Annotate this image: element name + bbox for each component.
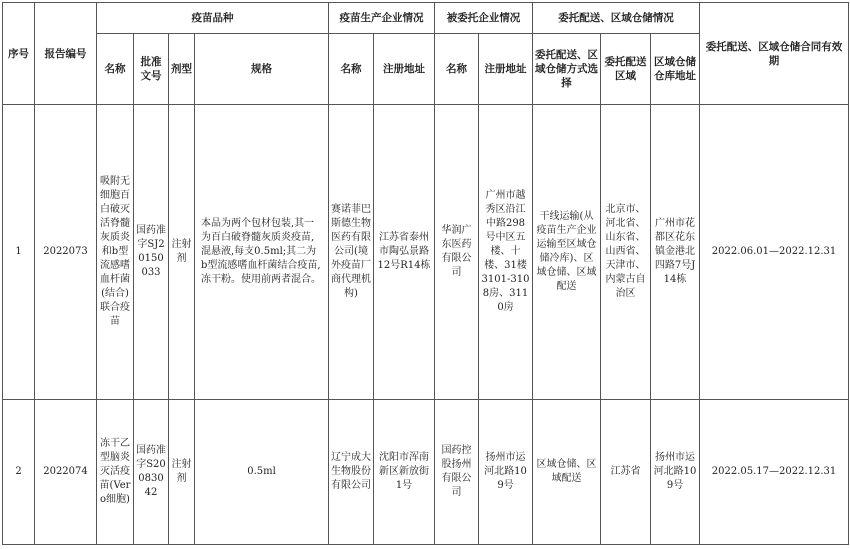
header-approval-no: 批准文号 xyxy=(134,34,169,105)
cell-vaccine-name: 吸附无细胞百白破灭活脊髓灰质炎和b型流感嗜血杆菌(结合)联合疫苗 xyxy=(97,105,134,400)
header-validity: 委托配送、区域仓储合同有效期 xyxy=(700,3,849,105)
header-entrusted-group: 被委托企业情况 xyxy=(435,3,533,34)
cell-producer-address: 沈阳市浑南新区新放街1号 xyxy=(374,400,435,545)
cell-warehouse-address: 扬州市运河北路109号 xyxy=(651,400,700,545)
cell-entrusted-name: 国药控股扬州有限公司 xyxy=(435,400,479,545)
cell-dosage-form: 注射剂 xyxy=(169,400,195,545)
cell-vaccine-name: 冻干乙型脑炎灭活疫苗(Vero细胞) xyxy=(97,400,134,545)
cell-spec: 本品为两个包材包装,其一为百白破脊髓灰质炎疫苗,混悬液,每支0.5ml;其二为b型流感嗜血杆菌结合疫苗,冻干粉。使用前两者混合。 xyxy=(195,105,329,400)
cell-producer-address: 江苏省泰州市陶弘景路12号R14栋 xyxy=(374,105,435,400)
cell-delivery-area: 江苏省 xyxy=(601,400,651,545)
cell-report-no: 2022074 xyxy=(35,400,97,545)
cell-dosage-form: 注射剂 xyxy=(169,105,195,400)
header-delivery-method: 委托配送、区域仓储方式选择 xyxy=(533,34,601,105)
header-entrusted-name: 名称 xyxy=(435,34,479,105)
header-dosage-form: 剂型 xyxy=(169,34,195,105)
table-row xyxy=(3,400,849,545)
cell-seq: 1 xyxy=(3,105,35,400)
header-delivery-area: 委托配送区域 xyxy=(601,34,651,105)
vaccine-delivery-table xyxy=(2,2,849,545)
cell-approval-no: 国药准字SJ20150033 xyxy=(134,105,169,400)
cell-entrusted-name: 华润广东医药有限公司 xyxy=(435,105,479,400)
cell-spec: 0.5ml xyxy=(195,400,329,545)
header-warehouse-address: 区域仓储仓库地址 xyxy=(651,34,700,105)
header-spec: 规格 xyxy=(195,34,329,105)
header-producer-address: 注册地址 xyxy=(374,34,435,105)
cell-delivery-method: 区域仓储、区域配送 xyxy=(533,400,601,545)
header-seq: 序号 xyxy=(3,3,35,105)
header-report-no: 报告编号 xyxy=(35,3,97,105)
table-row xyxy=(3,105,849,400)
cell-producer-name: 赛诺菲巴斯德生物医药有限公司(境外疫苗厂商代理机构) xyxy=(329,105,374,400)
header-entrusted-address: 注册地址 xyxy=(479,34,533,105)
cell-entrusted-address: 扬州市运河北路109号 xyxy=(479,400,533,545)
header-producer-group: 疫苗生产企业情况 xyxy=(329,3,435,34)
header-producer-name: 名称 xyxy=(329,34,374,105)
cell-warehouse-address: 广州市花都区花东镇金港北四路7号J14栋 xyxy=(651,105,700,400)
cell-seq: 2 xyxy=(3,400,35,545)
cell-producer-name: 辽宁成大生物股份有限公司 xyxy=(329,400,374,545)
cell-delivery-method: 干线运输(从疫苗生产企业运输至区域仓储冷库)、区域仓储、区域配送 xyxy=(533,105,601,400)
cell-report-no: 2022073 xyxy=(35,105,97,400)
header-vaccine-group: 疫苗品种 xyxy=(97,3,329,34)
cell-validity: 2022.06.01—2022.12.31 xyxy=(700,105,849,400)
cell-entrusted-address: 广州市越秀区沿江中路298号中区五楼、十楼、31楼3101-3108房、3110房 xyxy=(479,105,533,400)
header-vaccine-name: 名称 xyxy=(97,34,134,105)
cell-validity: 2022.05.17—2022.12.31 xyxy=(700,400,849,545)
cell-delivery-area: 北京市、河北省、山东省、山西省、天津市、内蒙古自治区 xyxy=(601,105,651,400)
cell-approval-no: 国药准字S20083042 xyxy=(134,400,169,545)
header-delivery-group: 委托配送、区域仓储情况 xyxy=(533,3,700,34)
